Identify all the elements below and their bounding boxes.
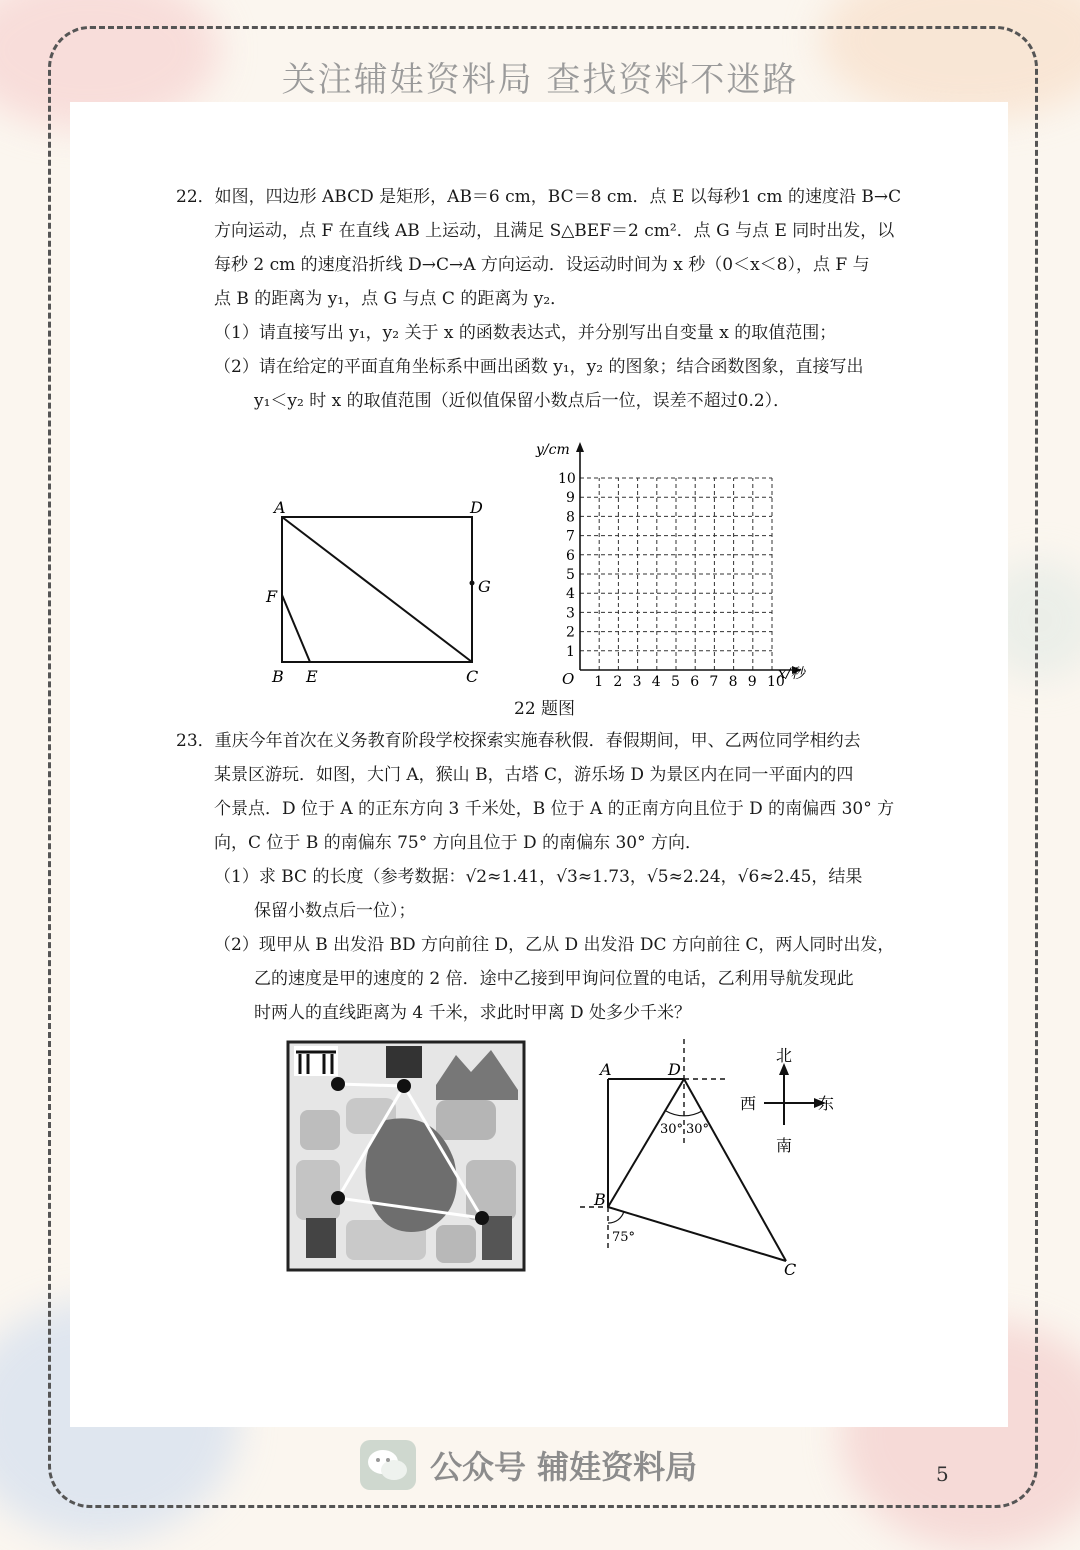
x-tick-label: 9	[747, 674, 757, 688]
x-tick-label: 8	[728, 674, 738, 688]
x-tick-label: 6	[690, 674, 700, 688]
q22-rectangle-figure	[260, 495, 500, 690]
compass-east: 东	[818, 1094, 835, 1113]
label-B: B	[272, 667, 284, 686]
y-tick-label: 6	[566, 547, 575, 564]
compass-south: 南	[776, 1136, 793, 1155]
label-F: F	[266, 587, 278, 606]
footer-text: 公众号 辅娃资料局	[430, 1448, 698, 1486]
y-tick-label: 8	[566, 509, 575, 526]
q23-part-2a: （2）现甲从 B 出发沿 BD 方向前往 D，乙从 D 出发沿 DC 方向前往 C，两人同时出发，	[214, 935, 895, 955]
x-tick-label: 4	[651, 674, 661, 688]
q22-part-2b: y₁＜y₂ 时 x 的取值范围（近似值保留小数点后一位，误差不超过0.2）．	[254, 391, 791, 411]
q23-line-4: 向，C 位于 B 的南偏东 75° 方向且位于 D 的南偏东 30° 方向．	[214, 833, 703, 853]
q23-part-2b: 乙的速度是甲的速度的 2 倍．途中乙接到甲询问位置的电话，乙利用导航发现此	[254, 969, 854, 989]
diagram-label-B: B	[594, 1190, 606, 1209]
compass-west: 西	[740, 1094, 757, 1113]
y-tick-label: 2	[566, 624, 575, 641]
q22-coordinate-grid	[530, 438, 820, 688]
header-watermark: 关注辅娃资料局 查找资料不迷路	[281, 60, 799, 100]
grid-xlabel: x/秒	[778, 666, 805, 682]
q22-line-3: 每秒 2 cm 的速度沿折线 D→C→A 方向运动．设运动时间为 x 秒（0＜x＜8），点 F 与	[214, 255, 870, 275]
angle-30-left: 30°	[660, 1122, 684, 1137]
q23-part-1b: 保留小数点后一位）；	[254, 901, 416, 921]
q22-part-1: （1）请直接写出 y₁，y₂ 关于 x 的函数表达式，并分别写出自变量 x 的取值范围；	[214, 323, 837, 343]
x-tick-label: 1	[594, 674, 604, 688]
wechat-icon	[360, 1440, 416, 1490]
angle-30-right: 30°	[686, 1122, 710, 1137]
q23-part-2c: 时两人的直线距离为 4 千米，求此时甲离 D 处多少千米？	[254, 1003, 692, 1023]
q22-line-1: 22．如图，四边形 ABCD 是矩形，AB＝6 cm，BC＝8 cm．点 E 以每秒1 cm 的速度沿 B→C	[176, 187, 902, 207]
compass-rose	[736, 1045, 836, 1157]
scenic-area-map-image	[286, 1040, 526, 1272]
grid-ylabel: y/cm	[536, 442, 570, 458]
question-23	[176, 724, 936, 1030]
y-tick-label: 3	[566, 605, 575, 622]
x-tick-label: 2	[613, 674, 623, 688]
q23-line-2: 某景区游玩．如图，大门 A，猴山 B，古塔 C，游乐场 D 为景区内在同一平面内的四	[214, 765, 854, 785]
x-tick-label: 5	[671, 674, 680, 688]
footer-brand	[360, 1440, 697, 1490]
grid-origin: O	[562, 670, 575, 688]
y-axis-arrow	[576, 442, 584, 452]
q23-line-3: 个景点．D 位于 A 的正东方向 3 千米处，B 位于 A 的正南方向且位于 D 的南偏西 30° 方	[214, 799, 895, 819]
label-C: C	[466, 667, 479, 686]
q22-figure-caption: 22 题图	[514, 699, 576, 719]
x-tick-label: 10	[767, 674, 785, 688]
y-tick-label: 1	[566, 643, 575, 660]
y-tick-label: 7	[566, 528, 575, 545]
x-tick-label: 7	[709, 674, 719, 688]
label-G: G	[478, 577, 491, 596]
diagram-label-A: A	[600, 1060, 612, 1079]
label-E: E	[306, 667, 318, 686]
q22-line-4: 点 B 的距离为 y₁，点 G 与点 C 的距离为 y₂．	[214, 289, 568, 309]
x-tick-label: 3	[632, 674, 642, 688]
q23-line-1: 23．重庆今年首次在义务教育阶段学校探索实施春秋假．春假期间，甲、乙两位同学相约去	[176, 731, 861, 751]
y-tick-label: 9	[566, 490, 575, 507]
question-22	[176, 180, 936, 418]
page-number: 5	[936, 1462, 949, 1486]
diagram-label-D: D	[668, 1060, 681, 1079]
y-tick-label: 5	[566, 567, 575, 583]
angle-75: 75°	[612, 1230, 636, 1245]
label-A: A	[274, 498, 286, 517]
q23-part-1a: （1）求 BC 的长度（参考数据：√2≈1.41，√3≈1.73，√5≈2.24，√6≈2.45，结果	[214, 867, 863, 887]
diagram-label-C: C	[784, 1260, 797, 1279]
label-D: D	[470, 498, 483, 517]
y-tick-label: 4	[566, 586, 575, 603]
y-tick-label: 10	[558, 471, 576, 487]
q22-line-2: 方向运动，点 F 在直线 AB 上运动，且满足 S△BEF＝2 cm²．点 G 与点 E 同时出发，以	[214, 221, 895, 241]
q22-part-2a: （2）请在给定的平面直角坐标系中画出函数 y₁，y₂ 的图象；结合函数图象，直接写出	[214, 357, 864, 377]
compass-north: 北	[776, 1046, 793, 1065]
